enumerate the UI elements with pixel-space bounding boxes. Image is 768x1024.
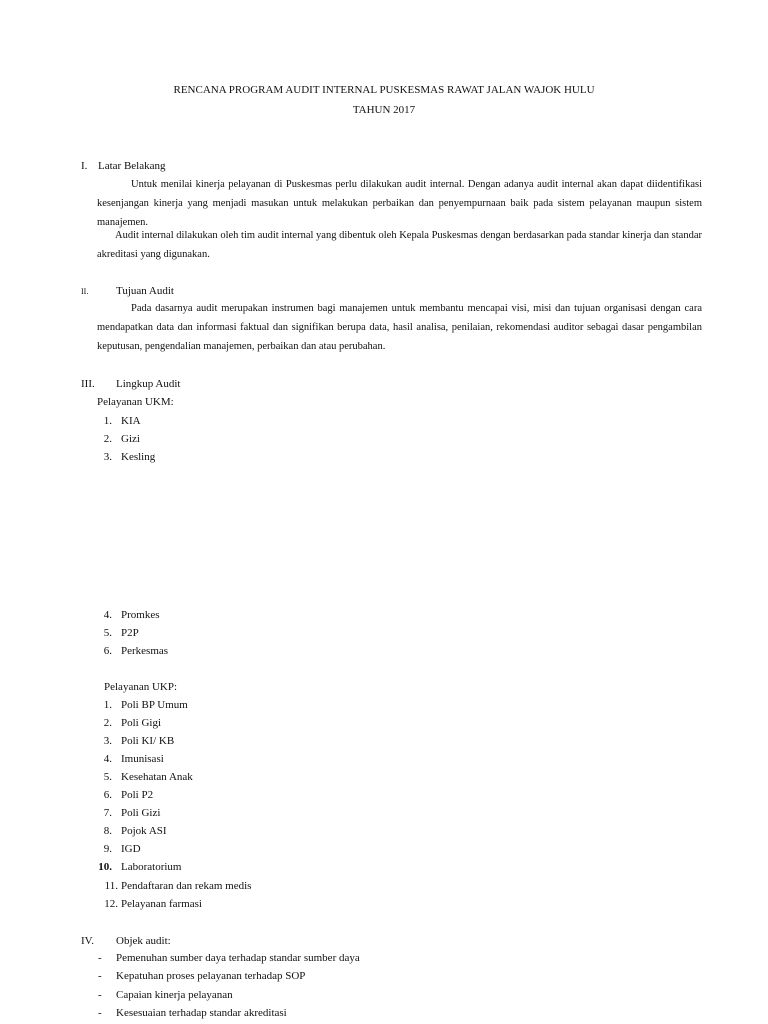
ukm-item-number: 4. <box>103 609 112 621</box>
ukp-item-text: Poli KI/ KB <box>121 735 175 747</box>
audit-object-item: Capaian kinerja pelayanan <box>116 989 233 1001</box>
ukp-item-text: Pelayanan farmasi <box>121 898 202 910</box>
ukm-item-number: 2. <box>103 433 112 445</box>
list-bullet: - <box>98 970 102 982</box>
ukp-item-number: 12. <box>104 898 118 910</box>
ukp-item-text: Pendaftaran dan rekam medis <box>121 880 252 892</box>
section-1-number: I. <box>81 160 88 172</box>
ukp-item-number: 3. <box>103 735 112 747</box>
ukp-item-number: 1. <box>103 699 112 711</box>
section-3-number: III. <box>81 378 95 390</box>
section-2-paragraph-1: Pada dasarnya audit merupakan instrumen bagi manajemen untuk membantu mencapai visi, misi dan tujuan organisasi dengan cara mendapatkan data dan informasi faktual dan signifikan berupa data, hasil analisa, penilaian, rekomendasi auditor sebagai dasar pengambilan keputusan, pengendalian manajemen, perbaikan dan atau perubahan. <box>97 303 702 352</box>
ukp-item-text: Poli P2 <box>121 789 154 801</box>
ukm-item-text: Kesling <box>121 451 156 463</box>
section-2-number: II. <box>81 287 89 296</box>
audit-object-item: Kesesuaian terhadap standar akreditasi <box>116 1007 287 1019</box>
list-bullet: - <box>98 989 102 1001</box>
audit-object-item: Pemenuhan sumber daya terhadap standar sumber daya <box>116 952 360 964</box>
section-4-heading: Objek audit: <box>116 935 171 947</box>
ukm-item-text: Perkesmas <box>121 645 169 657</box>
ukm-item-number: 3. <box>103 451 112 463</box>
section-4-number: IV. <box>81 935 94 947</box>
ukp-item-text: Poli Gigi <box>121 717 162 729</box>
ukp-item-number: 4. <box>103 753 112 765</box>
ukp-item-text: Pojok ASI <box>121 825 167 837</box>
ukp-item-number: 6. <box>103 789 112 801</box>
section-1-paragraph-2: Audit internal dilakukan oleh tim audit internal yang dibentuk oleh Kepala Puskesmas dengan berdasarkan pada standar kinerja dan standar akreditasi yang digunakan. <box>97 230 702 260</box>
ukm-item-number: 1. <box>103 415 112 427</box>
audit-object-item: Kepatuhan proses pelayanan terhadap SOP <box>116 970 306 982</box>
section-2-heading: Tujuan Audit <box>116 285 174 297</box>
ukp-item-text: Poli BP Umum <box>121 699 188 711</box>
ukp-item-text: Laboratorium <box>121 861 182 873</box>
ukp-item-text: Poli Gizi <box>121 807 161 819</box>
section-1-heading: Latar Belakang <box>98 160 166 172</box>
document-title: RENCANA PROGRAM AUDIT INTERNAL PUSKESMAS RAWAT JALAN WAJOK HULU <box>173 84 595 96</box>
ukm-item-text: P2P <box>121 627 139 639</box>
ukp-item-number: 7. <box>103 807 112 819</box>
ukm-item-text: KIA <box>121 415 141 427</box>
ukm-item-number: 6. <box>103 645 112 657</box>
list-bullet: - <box>98 952 102 964</box>
ukm-item-text: Promkes <box>121 609 160 621</box>
ukp-item-number: 11. <box>104 880 118 892</box>
ukm-item-number: 5. <box>103 627 112 639</box>
ukp-item-text: Kesehatan Anak <box>121 771 193 783</box>
section-3-heading: Lingkup Audit <box>116 378 181 390</box>
ukp-item-number: 9. <box>103 843 112 855</box>
ukm-label: Pelayanan UKM: <box>97 396 174 408</box>
ukm-item-text: Gizi <box>121 433 140 445</box>
ukp-item-number: 2. <box>103 717 112 729</box>
ukp-label: Pelayanan UKP: <box>104 681 178 693</box>
ukp-item-number: 8. <box>103 825 112 837</box>
document-year: TAHUN 2017 <box>352 104 416 116</box>
ukp-item-number: 5. <box>103 771 112 783</box>
list-bullet: - <box>98 1007 102 1019</box>
ukp-item-number: 10. <box>98 861 112 873</box>
section-1-paragraph-1: Untuk menilai kinerja pelayanan di Puskesmas perlu dilakukan audit internal. Dengan adanya audit internal akan dapat diidentifikasi kesenjangan kinerja yang menjadi masukan untuk melakukan perbaikan dan penyempurnaan baik pada sistem pelayanan maupun sistem manajemen. <box>97 179 702 228</box>
ukp-item-text: Imunisasi <box>121 753 164 765</box>
ukp-item-text: IGD <box>121 843 141 855</box>
